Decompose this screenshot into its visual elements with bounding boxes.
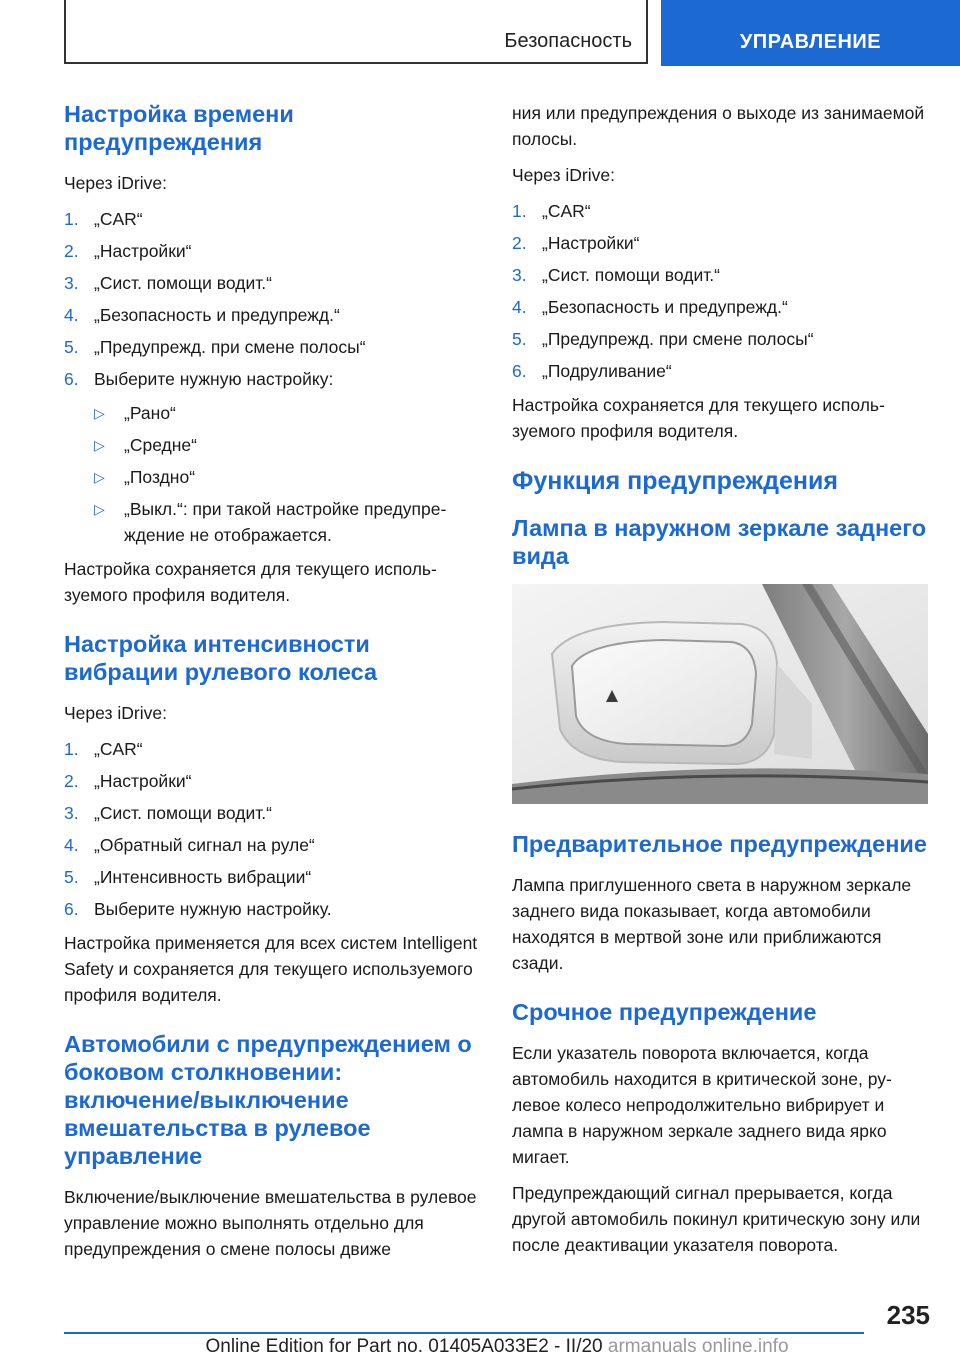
list-item: 2. „Настройки“ bbox=[64, 771, 192, 791]
list-item: 3. „Сист. помощи водит.“ bbox=[64, 803, 272, 823]
heading-urgent-warning: Срочное предупреждение bbox=[512, 999, 817, 1025]
list-item: 4. „Обратный сигнал на руле“ bbox=[64, 835, 315, 855]
option-item: ▷ „Выкл.“: при такой настройке предупреждение не отображается. bbox=[64, 496, 482, 548]
list-item: 4. „Безопасность и предупрежд.“ bbox=[64, 305, 340, 325]
right-column bbox=[512, 100, 930, 1268]
list-item: 1. „CAR“ bbox=[512, 201, 591, 221]
list-item: 5. „Предупрежд. при смене полосы“ bbox=[64, 337, 366, 357]
heading-steering-intervention: Автомобили с предупреждением о боковом столкновении: включение/выключение вмешательства в рулевое управление bbox=[64, 1031, 472, 1169]
watermark-text: armanuals online.info bbox=[607, 1336, 789, 1357]
text-urgent-warning-2: Предупреждающий сигнал прерывается, когда другой автомобиль покинул критическую зону или после деактивации указателя поворота. bbox=[512, 1183, 921, 1255]
list-item: 3. „Сист. помощи водит.“ bbox=[512, 265, 720, 285]
list-item: 5. „Интенсивность вибрации“ bbox=[64, 867, 312, 887]
heading-vibration-intensity: Настройка интенсивности вибрации рулевого колеса bbox=[64, 631, 378, 685]
list-item: 6. Выберите нужную настройку: bbox=[64, 369, 334, 389]
header-section-box bbox=[64, 0, 648, 64]
list-item: 1. „CAR“ bbox=[64, 739, 143, 759]
option-item: ▷ „Рано“ bbox=[64, 400, 482, 426]
heading-warning-time: Настройка времени предупреждения bbox=[64, 101, 294, 155]
text-steering-intervention: Включение/выключение вмешательства в рулевое управление можно выполнять отдельно для предупреждения о смене полосы движе bbox=[64, 1187, 477, 1259]
steps-list-1 bbox=[64, 206, 482, 392]
triangle-bullet-icon: ▷ bbox=[94, 437, 105, 453]
page-header bbox=[0, 0, 960, 66]
list-item: 4. „Безопасность и предупрежд.“ bbox=[512, 297, 788, 317]
footer-edition bbox=[64, 1336, 930, 1358]
heading-warning-function: Функция предупреждения bbox=[512, 467, 838, 495]
heading-mirror-lamp: Лампа в наружном зеркале заднего вида bbox=[512, 515, 927, 569]
via-idrive-3: Через iDrive: bbox=[512, 165, 615, 185]
footer-rule bbox=[64, 1332, 864, 1334]
list-item: 2. „Настройки“ bbox=[512, 233, 640, 253]
heading-pre-warning: Предварительное предупреждение bbox=[512, 831, 927, 857]
option-item: ▷ „Поздно“ bbox=[64, 464, 482, 490]
left-column bbox=[64, 100, 482, 1272]
options-list bbox=[64, 400, 482, 548]
mirror-illustration bbox=[512, 584, 928, 804]
continued-text: ния или предупреждения о выходе из занимаемой полосы. bbox=[512, 103, 925, 149]
side-mirror-image bbox=[512, 584, 928, 804]
list-item: 3. „Сист. помощи водит.“ bbox=[64, 273, 272, 293]
steps-list-2 bbox=[64, 736, 482, 922]
via-idrive-2: Через iDrive: bbox=[64, 703, 167, 723]
edition-text: Online Edition for Part no. 01405A033E2 - II/20 bbox=[205, 1336, 603, 1357]
list-item: 1. „CAR“ bbox=[64, 209, 143, 229]
text-pre-warning: Лампа приглушенного света в наружном зеркале заднего вида показывает, когда автомобили находятся в мертвой зоне или приближаются сзади. bbox=[512, 875, 912, 973]
triangle-bullet-icon: ▷ bbox=[94, 501, 105, 517]
page-number: 235 bbox=[886, 1300, 930, 1330]
list-item: 6. „Подруливание“ bbox=[512, 361, 672, 381]
via-idrive-1: Через iDrive: bbox=[64, 173, 167, 193]
note-intelligent-safety: Настройка применяется для всех систем Intelligent Safety и сохраняется для текущего используемого профиля водителя. bbox=[64, 933, 478, 1005]
triangle-bullet-icon: ▷ bbox=[94, 469, 105, 485]
note-profile-2: Настройка сохраняется для текущего используемого профиля водителя. bbox=[512, 395, 885, 441]
list-item: 6. Выберите нужную настройку. bbox=[64, 899, 332, 919]
text-urgent-warning-1: Если указатель поворота включается, когда автомобиль находится в критической зоне, рулевое колесо непродолжительно вибрирует и лампа в наружном зеркале заднего вида ярко мигает. bbox=[512, 1043, 892, 1167]
triangle-bullet-icon: ▷ bbox=[94, 405, 105, 421]
list-item: 5. „Предупрежд. при смене полосы“ bbox=[512, 329, 814, 349]
note-profile-1: Настройка сохраняется для текущего используемого профиля водителя. bbox=[64, 559, 437, 605]
option-item: ▷ „Средне“ bbox=[64, 432, 482, 458]
steps-list-3 bbox=[512, 198, 930, 384]
list-item: 2. „Настройки“ bbox=[64, 241, 192, 261]
header-section-title: Безопасность bbox=[504, 30, 632, 52]
header-chapter-tab: УПРАВЛЕНИЕ bbox=[661, 0, 960, 66]
